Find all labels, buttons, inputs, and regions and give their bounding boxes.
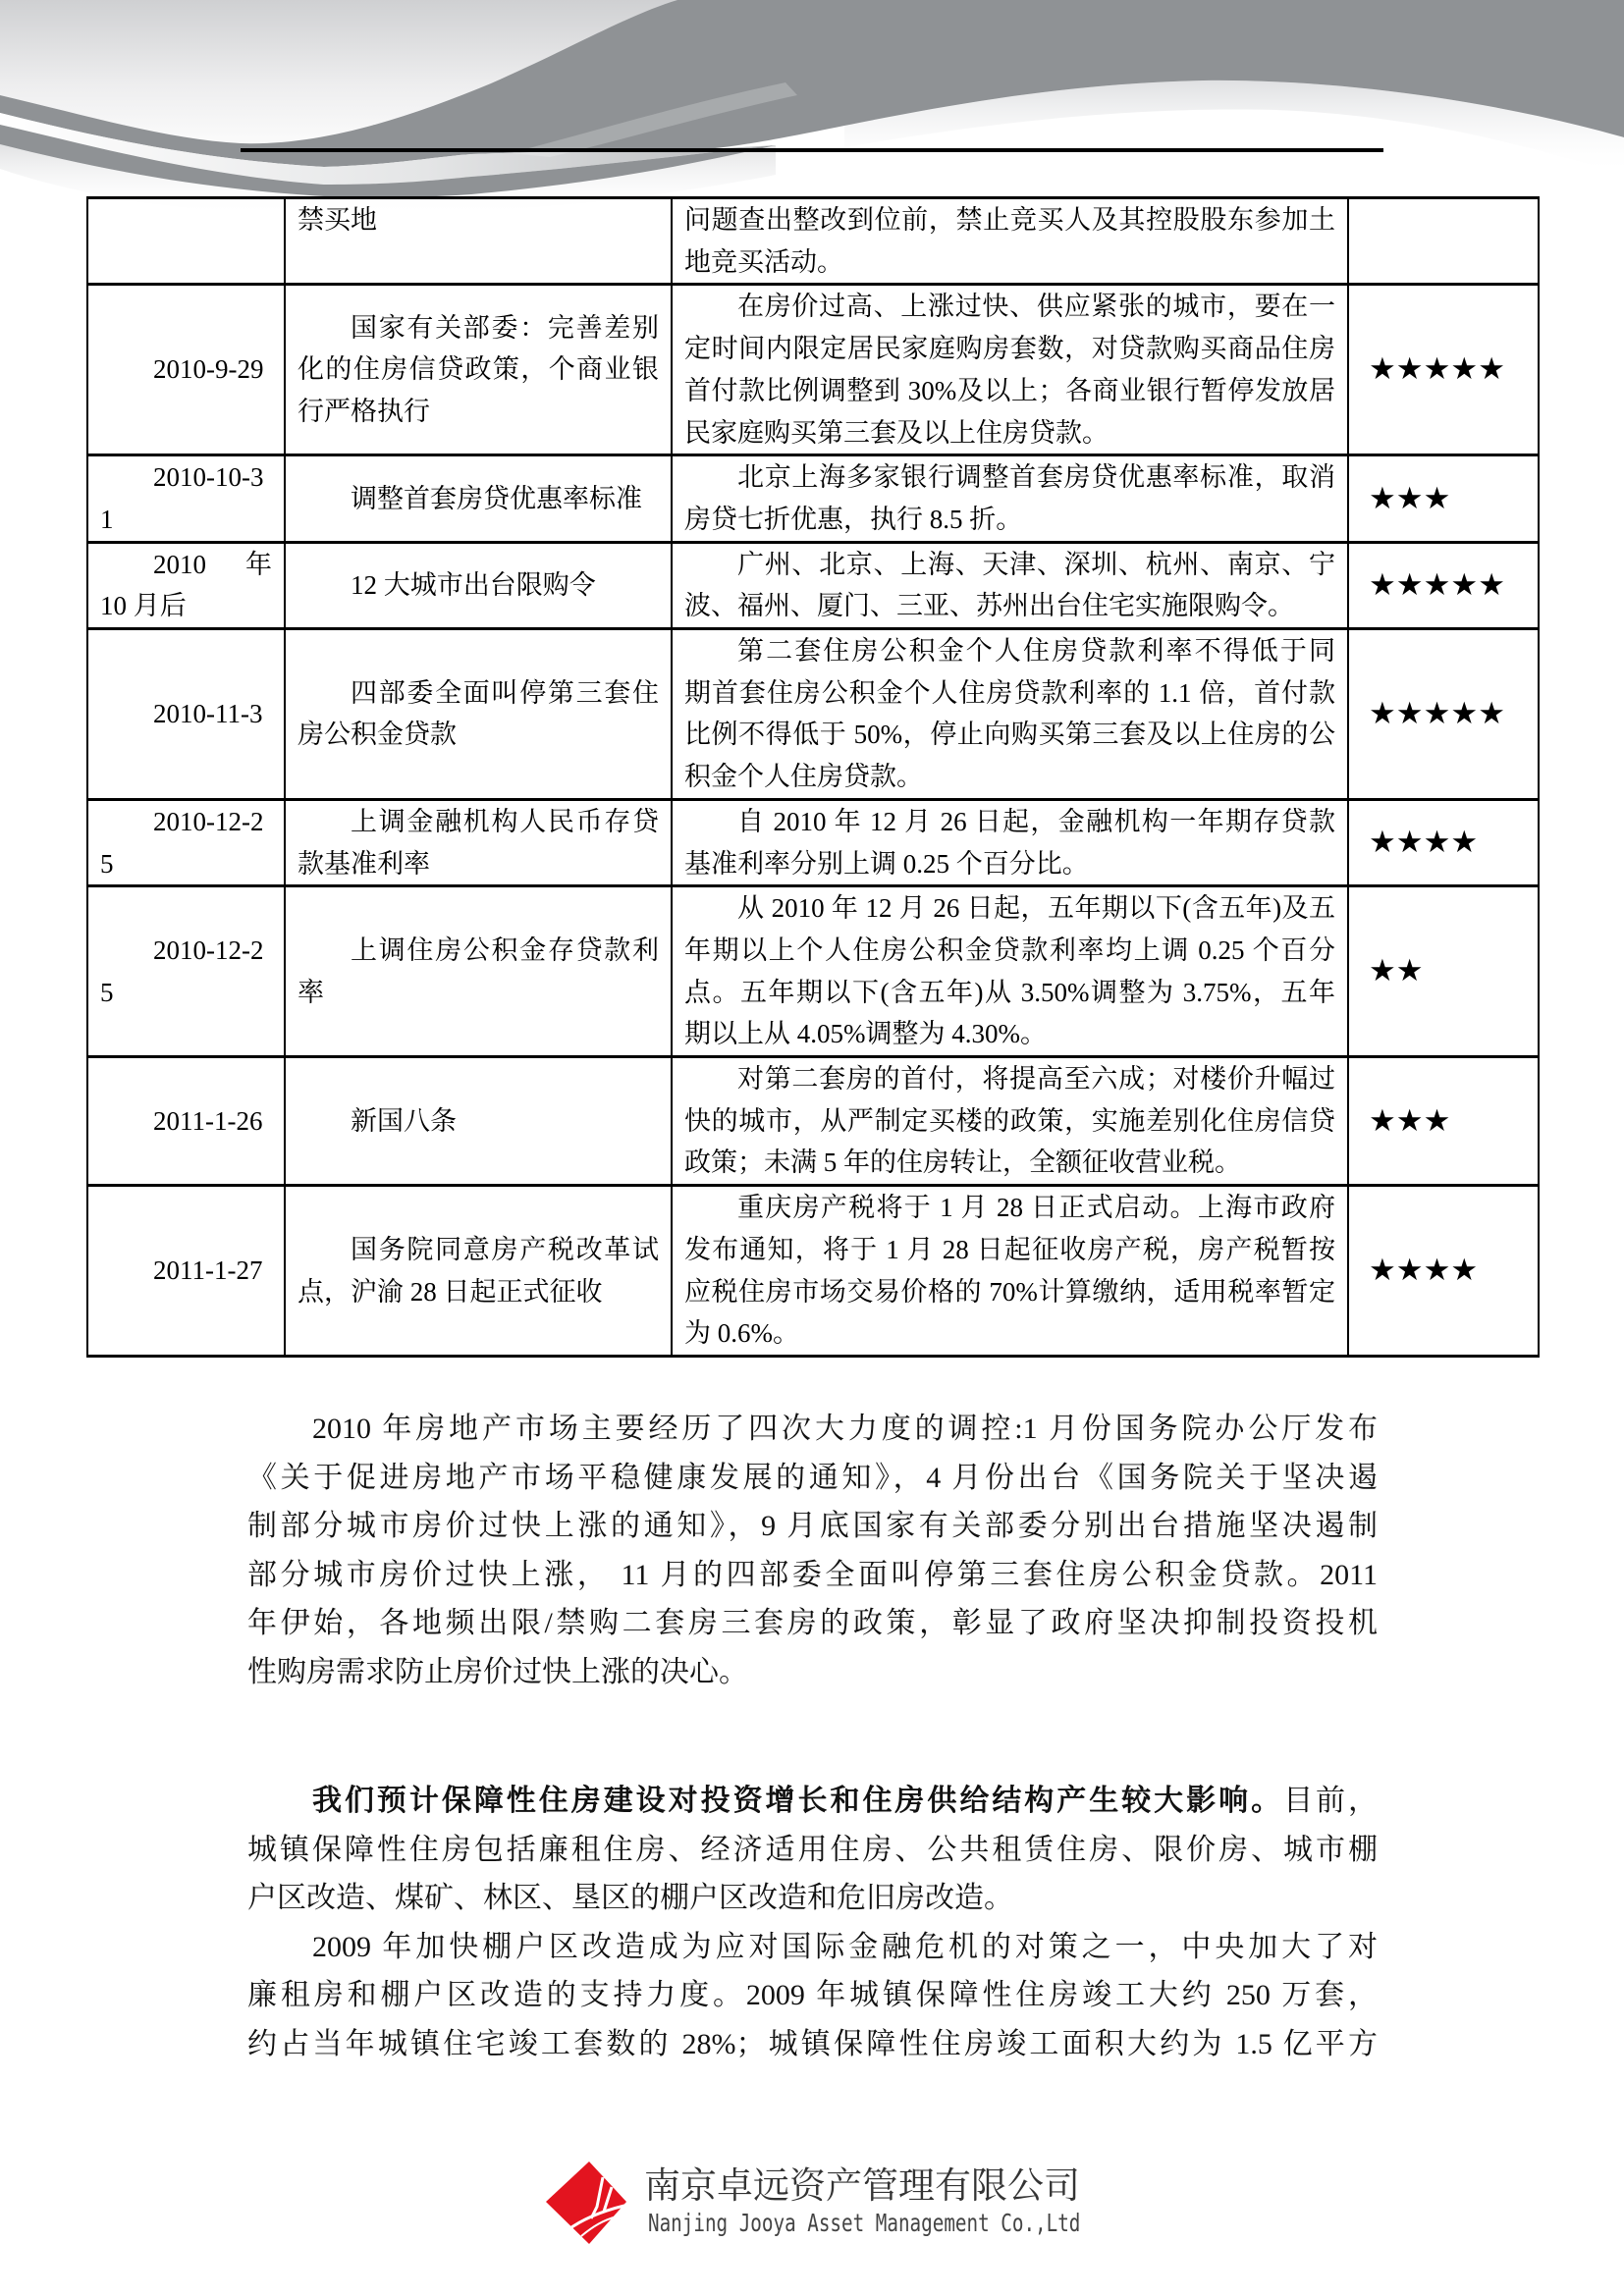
paragraph-line: 廉租房和棚户区改造的支持力度。2009 年城镇保障性住房竣工大约 250 万套， [247,1979,1378,2011]
title-line: 新国八条 [351,1105,457,1136]
detail-cell [672,198,1348,285]
policy-row [87,198,1539,285]
detail-cell [672,542,1348,628]
key-finding: 我们预计保障性住房建设对投资增长和住房供给结构产生较大影响。 [312,1785,1284,1817]
detail-cell [672,1186,1348,1357]
detail-line: 期以上从 4.05%调整为 4.30%。 [684,1019,1047,1049]
star-icon: ★ [1478,566,1505,603]
policy-row [87,285,1539,455]
star-icon: ★ [1395,1102,1424,1139]
title-line: 化的住房信贷政策，个商业银 [298,354,659,385]
paragraph-line: 2010 年房地产市场主要经历了四次大力度的调控:1 月份国务院办公厅发布 [312,1413,1378,1445]
detail-line: 定时间内限定居民家庭购房套数，对贷款购买商品住房 [684,334,1335,364]
title-cell [285,285,672,455]
detail-line: 积金个人住房贷款。 [684,762,923,792]
title-line: 上调住房公积金存贷款利 [351,934,659,965]
date-line: 10 月后 [100,591,187,621]
detail-line: 发布通知，将于 1 月 28 日起征收房产税，房产税暂按 [684,1234,1335,1264]
detail-cell [672,285,1348,455]
title-line: 调整首套房贷优惠率标准 [351,483,642,513]
star-icon: ★ [1478,351,1505,388]
title-line: 国务院同意房产税改革试 [351,1234,659,1264]
title-line: 率 [298,977,324,1007]
star-icon: ★ [1395,825,1424,861]
date-cell [87,455,285,542]
title-cell [285,542,672,628]
date-line: 2010-11-3 [153,699,263,729]
red-diamond-logo-icon [542,2158,630,2246]
paragraph-line: 制部分城市房价过快上涨的通知》，9 月底国家有关部委分别出台措施坚决遏制 [247,1510,1378,1542]
star-icon: ★ [1395,566,1424,603]
detail-line: 对第二套房的首付，将提高至六成；对楼价升幅过 [737,1064,1335,1095]
company-name-cn: 南京卓远资产管理有限公司 [644,2164,1080,2207]
detail-line: 民家庭购买第三套及以上住房贷款。 [684,417,1109,448]
date-line: 2010-9-29 [153,354,264,385]
star-icon: ★ [1423,351,1451,388]
importance-rating [1348,1186,1539,1357]
star-icon: ★ [1395,480,1424,516]
importance-rating [1348,629,1539,800]
detail-cell [672,1057,1348,1186]
detail-line: 在房价过高、上涨过快、供应紧张的城市，要在一 [737,292,1335,322]
detail-line: 点。五年期以下(含五年)从 3.50%调整为 3.75%，五年 [684,977,1335,1007]
policy-row [87,455,1539,542]
date-line: 5 [100,977,114,1007]
title-line: 12 大城市出台限购令 [351,569,596,600]
star-icon: ★ [1423,825,1451,861]
paragraph-line: 户区改造、煤矿、林区、垦区的棚户区改造和危旧房改造。 [247,1882,1013,1914]
detail-line: 政策；未满 5 年的住房转让，全额征收营业税。 [684,1148,1241,1178]
title-line: 上调金融机构人民币存贷 [351,806,659,836]
title-line: 行严格执行 [298,397,430,427]
date-cell [87,1186,285,1357]
policy-row [87,629,1539,800]
paragraph-line: 约占当年城镇住宅竣工套数的 28%；城镇保障性住房竣工面积大约为 1.5 亿平方 [247,2027,1378,2060]
importance-rating [1348,886,1539,1057]
star-icon: ★ [1423,1253,1451,1289]
title-cell [285,455,672,542]
star-icon: ★ [1369,696,1396,732]
star-icon: ★ [1450,696,1479,732]
detail-line: 地竞买活动。 [684,246,843,277]
star-icon: ★ [1369,566,1396,603]
detail-line: 广州、北京、上海、天津、深圳、杭州、南京、宁 [737,549,1335,579]
star-icon: ★ [1395,953,1424,989]
detail-cell [672,629,1348,800]
star-icon: ★ [1395,351,1424,388]
paragraph-line: 年伊始，各地频出限/禁购二套房三套房的政策，彰显了政府坚决抑制投资投机 [247,1607,1378,1639]
detail-line: 年期以上个人住房公积金贷款利率均上调 0.25 个百分 [684,934,1335,965]
date-line: 2010-10-3 [153,462,264,493]
detail-line: 第二套住房公积金个人住房贷款利率不得低于同 [737,636,1335,667]
detail-line: 应税住房市场交易价格的 70%计算缴纳，适用税率暂定 [684,1276,1335,1307]
star-icon: ★ [1423,480,1451,516]
policy-row [87,799,1539,885]
importance-rating [1348,799,1539,885]
detail-line: 房贷七折优惠，执行 8.5 折。 [684,504,1023,534]
header-rule [241,148,1383,152]
date-line: 2010-12-2 [153,806,264,836]
detail-line: 重庆房产税将于 1 月 28 日正式启动。上海市政府 [737,1193,1335,1223]
date-cell [87,799,285,885]
detail-line: 首付款比例调整到 30%及以上；各商业银行暂停发放居 [684,375,1335,405]
title-cell [285,799,672,885]
title-line: 禁买地 [298,205,377,235]
importance-rating [1348,198,1539,285]
title-line: 国家有关部委：完善差别 [351,312,659,343]
title-line: 四部委全面叫停第三套住 [351,677,659,708]
detail-cell [672,455,1348,542]
star-icon: ★ [1450,1253,1479,1289]
date-line: 2011-1-27 [153,1255,263,1286]
date-line: 2010-12-2 [153,934,264,965]
detail-line: 期首套住房公积金个人住房贷款利率的 1.1 倍，首付款 [684,677,1335,708]
star-icon: ★ [1478,696,1505,732]
star-icon: ★ [1369,1102,1396,1139]
star-icon: ★ [1369,953,1396,989]
policy-row [87,542,1539,628]
policy-row [87,1057,1539,1186]
star-icon: ★ [1369,1253,1396,1289]
paragraph-line [247,1777,1378,1826]
paragraph-line: 《关于促进房地产市场平稳健康发展的通知》，4 月份出台《国务院关于坚决遏 [247,1461,1378,1494]
title-line: 款基准利率 [298,848,430,879]
date-cell [87,886,285,1057]
paragraph-line: 2009 年加快棚户区改造成为应对国际金融危机的对策之一，中央加大了对 [312,1930,1378,1963]
title-cell [285,198,672,285]
date-cell [87,542,285,628]
detail-line: 问题查出整改到位前，禁止竞买人及其控股股东参加土 [684,205,1335,235]
importance-rating [1348,455,1539,542]
paragraph-line: 部分城市房价过快上涨， 11 月的四部委全面叫停第三套住房公积金贷款。2011 [247,1558,1378,1591]
date-cell [87,1057,285,1186]
paragraph-line: 城镇保障性住房包括廉租住房、经济适用住房、公共租赁住房、限价房、城市棚 [247,1833,1378,1866]
title-cell [285,886,672,1057]
date-line: 2011-1-26 [153,1105,263,1136]
detail-cell [672,799,1348,885]
paragraph-line: 性购房需求防止房价过快上涨的决心。 [247,1655,748,1688]
date-line: 2010 年 [153,549,272,579]
importance-rating [1348,542,1539,628]
star-icon: ★ [1395,696,1424,732]
date-cell [87,198,285,285]
title-cell [285,1057,672,1186]
detail-line: 从 2010 年 12 月 26 日起，五年期以下(含五年)及五 [737,893,1335,924]
date-line: 1 [100,504,114,534]
title-cell [285,1186,672,1357]
title-line: 房公积金贷款 [298,720,457,750]
company-name-en: Nanjing Jooya Asset Management Co.,Ltd [648,2209,1081,2237]
detail-line: 自 2010 年 12 月 26 日起，金融机构一年期存贷款 [737,806,1335,836]
date-line: 5 [100,848,114,879]
detail-cell [672,886,1348,1057]
importance-rating [1348,285,1539,455]
policy-table [86,196,1540,1358]
date-cell [87,629,285,800]
date-cell [87,285,285,455]
policy-table-body [87,198,1539,1357]
star-icon: ★ [1423,696,1451,732]
detail-line: 快的城市，从严制定买楼的政策，实施差别化住房信贷 [684,1105,1335,1136]
paragraph-regulation-summary [247,1405,1378,1696]
star-icon: ★ [1423,1102,1451,1139]
paragraph-text: 目前， [1283,1785,1378,1817]
star-icon: ★ [1369,480,1396,516]
detail-line: 北京上海多家银行调整首套房贷优惠率标准，取消 [737,462,1335,493]
policy-row [87,1186,1539,1357]
title-cell [285,629,672,800]
detail-line: 基准利率分别上调 0.25 个百分比。 [684,848,1089,879]
star-icon: ★ [1450,351,1479,388]
policy-row [87,886,1539,1057]
star-icon: ★ [1369,825,1396,861]
star-icon: ★ [1450,566,1479,603]
paragraph-affordable-housing [247,1777,1378,2068]
star-icon: ★ [1369,351,1396,388]
detail-line: 波、福州、厦门、三亚、苏州出台住宅实施限购令。 [684,591,1294,621]
star-icon: ★ [1423,566,1451,603]
star-icon: ★ [1450,825,1479,861]
title-line: 点，沪渝 28 日起正式征收 [298,1276,603,1307]
detail-line: 为 0.6%。 [684,1318,799,1349]
detail-line: 比例不得低于 50%，停止向购买第三套及以上住房的公 [684,720,1335,750]
importance-rating [1348,1057,1539,1186]
star-icon: ★ [1395,1253,1424,1289]
